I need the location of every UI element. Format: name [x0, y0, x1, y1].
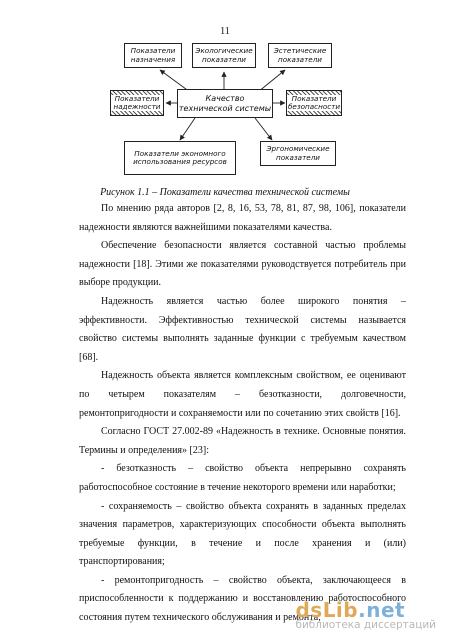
quality-diagram: [0, 0, 450, 190]
box-safety-indicators: Показатели безопасности: [286, 90, 342, 116]
dslib-logo: dsLib.net: [295, 598, 406, 622]
box-technical-system-quality: Качество технической системы: [177, 89, 273, 118]
list-item: - сохраняемость – свойство объекта сохранять в заданных пределах значения параметров, характеризующих способности объекта выполнять требуемые функции, в течение и после хранения и (или) транспортирования;: [79, 500, 406, 568]
box-reliability-indicators: Показатели надежности: [110, 90, 164, 116]
box-ergonomic-indicators: Эргономические показатели: [260, 141, 336, 166]
paragraph: По мнению ряда авторов [2, 8, 16, 53, 78, 81, 87, 98, 106], показатели надежности являются важнейшими показателями качества.: [79, 203, 406, 233]
box-ecological-indicators: Экологические показатели: [192, 43, 256, 68]
arrow-to-ergonomic: [255, 118, 272, 140]
dslib-subtitle: библиотека диссертаций: [295, 619, 436, 631]
list-item: - безотказность – свойство объекта непрерывно сохранять работоспособное состояние в течение некоторого времени или наработки;: [79, 463, 406, 493]
box-aesthetic-indicators: Эстетические показатели: [268, 43, 332, 68]
box-purpose-indicators: Показатели назначения: [124, 43, 182, 68]
arrow-to-economic: [180, 118, 195, 140]
box-economic-resource-indicators: Показатели экономного использования ресурсов: [124, 141, 236, 175]
list-item: - ремонтопригодность – свойство объекта, заключающееся в приспособленности к поддержанию и восстановлению работоспособного состояния путем технического обслуживания и ремонта;: [79, 574, 406, 624]
dslib-watermark[interactable]: [295, 598, 436, 631]
paragraph: Надежность объекта является комплексным свойством, ее оценивают по четырем показателям – безотказности, долговечности, ремонтопригодности и сохраняемости или по сочетанию этих свойств [16].: [79, 370, 406, 419]
figure-caption: Рисунок 1.1 – Показатели качества технической системы: [100, 187, 350, 198]
body-text: [79, 200, 406, 628]
paragraph: Надежность является частью более широкого понятия – эффективности. Эффективностью технической системы называется свойство системы выполнять заданные функции с требуемым качеством [68].: [79, 295, 406, 363]
paragraph: Обеспечение безопасности является составной частью проблемы надежности [18]. Этими же показателями руководствуется потребитель при выборе продукции.: [79, 240, 406, 289]
page-number: 11: [220, 26, 230, 37]
paragraph: Согласно ГОСТ 27.002-89 «Надежность в технике. Основные понятия. Термины и определения» [23]:: [79, 426, 406, 456]
